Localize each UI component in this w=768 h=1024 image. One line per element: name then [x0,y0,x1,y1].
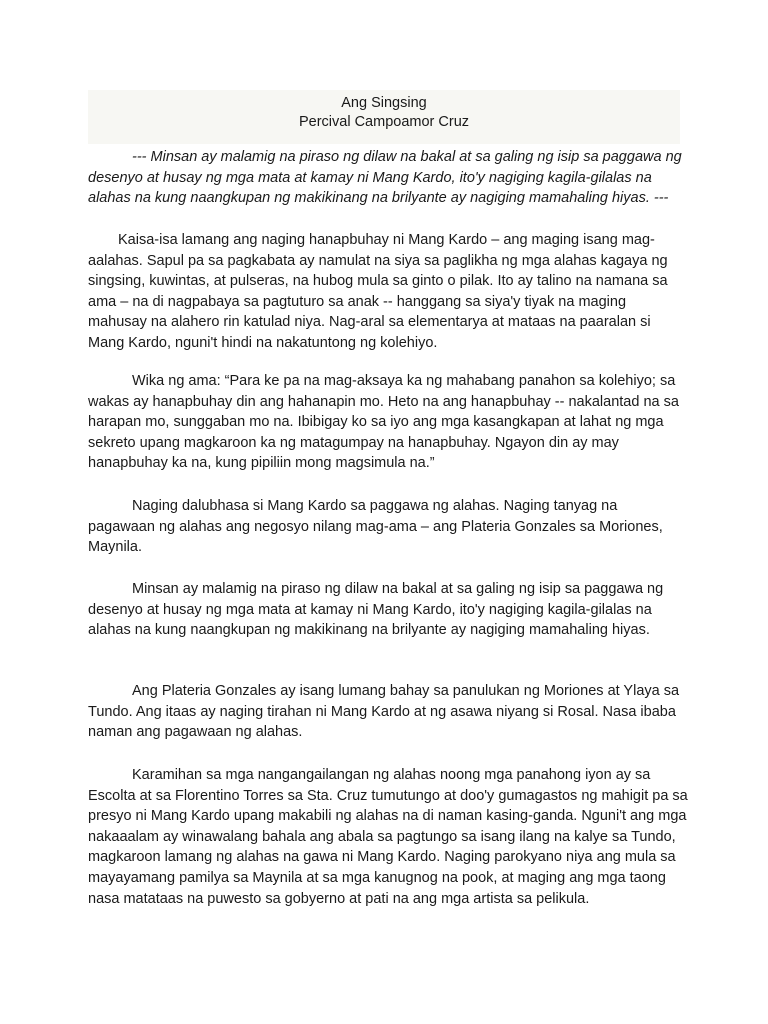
paragraph-karamihan: Karamihan sa mga nangangailangan ng alahas noong mga panahong iyon ay sa Escolta at sa Florentino Torres sa Sta. Cruz tumutungo at doo'y gumagastos ng mahigit pa sa presyo ni Mang Kardo upang makabili ng alahas na di naman kasing-ganda. Nguni't ang mga nakaaalam ay winawalang bahala ang abala sa pagtungo sa isang ilang na kalye sa Tundo, magkaroon lamang ng alahas na gawa ni Mang Kardo. Naging parokyano niya ang mula sa mayayamang pamilya sa Maynila at sa mga kanugnog na pook, at maging ang mga taong nasa matataas na puwesto sa gobyerno at pati na ang mga artista sa pelikula. [88,767,688,907]
paragraph-wika-ng-ama: Wika ng ama: “Para ke pa na mag-aksaya ka ng mahabang panahon sa kolehiyo; sa wakas ay hanapbuhay din ang hahanapin mo. Heto na ang hanapbuhay -- nakalantad na sa harapan mo, sunggaban mo na. Ibibigay ko sa iyo ang mga kasangkapan at lahat ng mga sekreto upang magkaroon ka ng matagumpay na hanapbuhay. Ngayon din ay may hanapbuhay ka na, kung pipiliin mong magsimula na.” [88,373,679,472]
document-author: Percival Campoamor Cruz [298,114,470,130]
paragraph-naging-dalubhasa: Naging dalubhasa si Mang Kardo sa paggawa ng alahas. Naging tanyag na pagawaan ng alahas ang negosyo nilang mag-ama – ang Plateria Gonzales sa Moriones, Maynila. [88,498,663,556]
paragraph-minsan: Minsan ay malamig na piraso ng dilaw na bakal at sa galing ng isip sa paggawa ng desenyo at husay ng mga mata at kamay ni Mang Kardo, ito'y nagiging kagila-gilalas na alahas na kung naangkupan ng makikinang na brilyante ay nagiging mamahaling hiyas. [88,581,664,639]
paragraph-plateria-gonzales: Ang Plateria Gonzales ay isang lumang bahay sa panulukan ng Moriones at Ylaya sa Tundo. Ang itaas ay naging tirahan ni Mang Kardo at ng asawa niyang si Rosal. Nasa ibaba naman ang pagawaan ng alahas. [88,683,680,741]
intro-paragraph: --- Minsan ay malamig na piraso ng dilaw na bakal at sa galing ng isip sa paggawa ng desenyo at husay ng mga mata at kamay ni Mang Kardo, ito'y nagiging kagila-gilalas na alahas na kung naangkupan ng makikinang na brilyante ay nagiging mamahaling hiyas. --- [88,149,682,207]
document-title: Ang Singsing [341,95,427,111]
paragraph-kaisa-isa: Kaisa-isa lamang ang naging hanapbuhay ni Mang Kardo – ang maging isang mag-aalahas. Sapul pa sa pagkabata ay namulat na siya sa paglikha ng mga alahas kagaya ng singsing, kuwintas, at pulseras, na hubog mula sa ginto o pilak. Ito ay talino na namana sa ama – na di nagpabaya sa pagtuturo sa anak -- hanggang sa siya'y tiyak na maging mahusay na alahero rin katulad niya. Nag-aral sa elementarya at mataas na paaralan si Mang Kardo, nguni't hindi na nakatuntong ng kolehiyo. [88,232,668,351]
